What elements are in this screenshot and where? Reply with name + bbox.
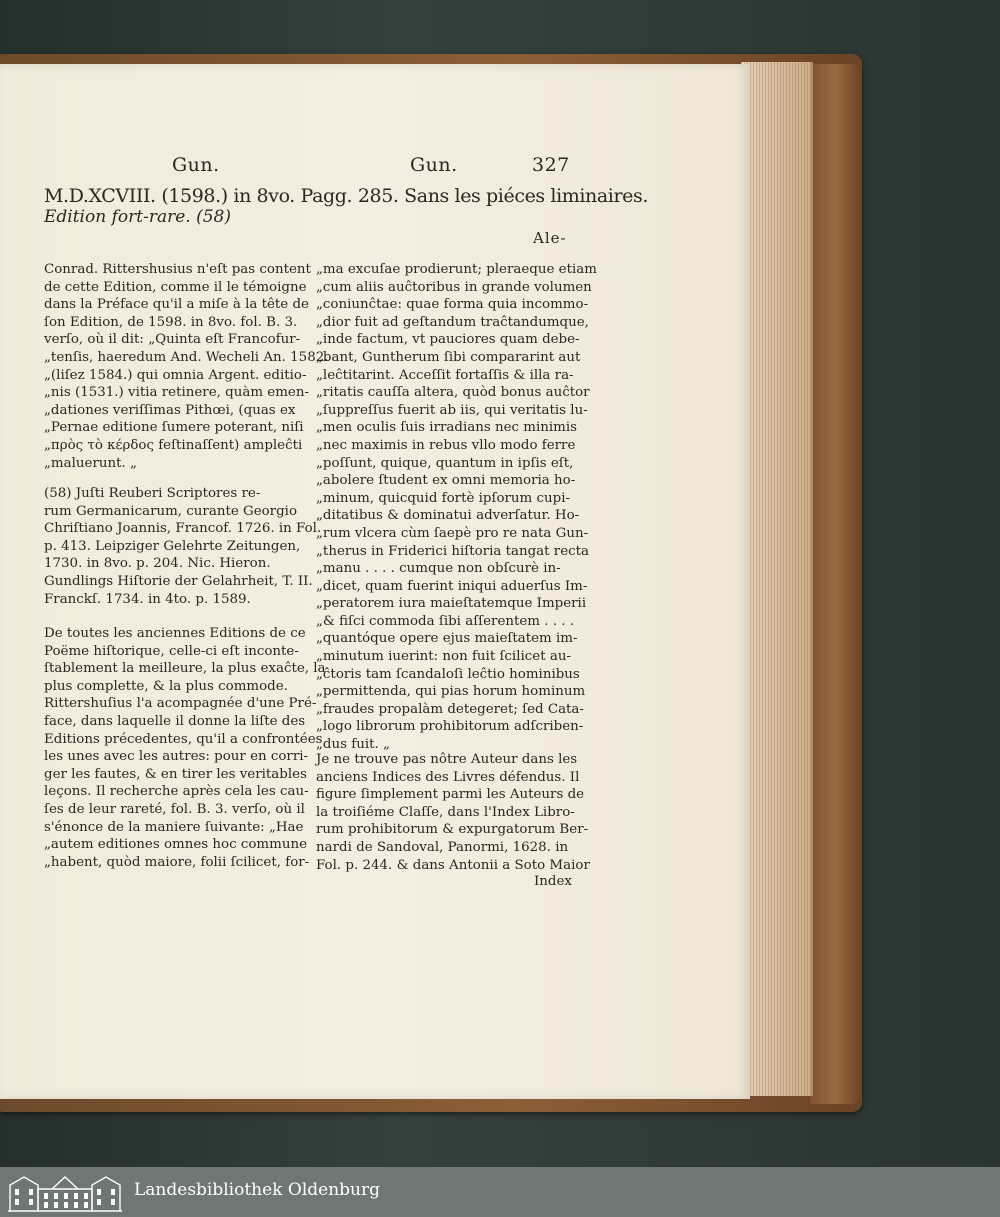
book-page	[0, 64, 750, 1099]
text-line: (58) Juſti Reuberi Scriptores re-	[44, 486, 261, 501]
text-line: „dus fuit. „	[316, 737, 390, 753]
text-line: face, dans laquelle il donne la liſte des	[44, 713, 306, 729]
text-line: „minutum iuerint: non fuit ſcilicet au-	[316, 649, 571, 665]
text-line: les unes avec les autres: pour en corri-	[44, 749, 309, 765]
text-line: Rittershuſius l'a acompagnée d'une Pré-	[44, 696, 317, 712]
text-line: leçons. Il recherche après cela les cau-	[44, 784, 309, 800]
text-line: „nec maximis in rebus vllo modo ferre	[316, 437, 576, 453]
text-line: nardi de Sandoval, Panormi, 1628. in	[316, 839, 569, 855]
text-line: 1730. in 8vo. p. 204. Nic. Hieron.	[44, 556, 271, 572]
text-line: „men oculis ſuis irradians nec minimis	[316, 420, 578, 436]
text-line: „poſſunt, quique, quantum in ipſis eſt,	[316, 455, 574, 471]
text-line: „& fiſci commoda ſibi aſſerentem . . . .	[316, 613, 575, 629]
running-head-right: Gun.	[410, 154, 458, 176]
text-line: „ditatibus & dominatui adverſatur. Ho-	[316, 508, 580, 524]
running-head-left: Gun.	[172, 154, 220, 176]
left-column-para2	[44, 486, 322, 609]
text-line: Conrad. Rittershusius n'eſt pas content	[44, 262, 311, 277]
title-line: M.D.XCVIII. (1598.) in 8vo. Pagg. 285. Sans les piéces liminaires.	[44, 185, 649, 207]
text-line: „πρὸς τὸ κέρδος feſtinaſſent) ampleĉti	[44, 437, 303, 453]
text-line: plus complette, & la plus commode.	[44, 678, 288, 694]
text-line: „peratorem iura maieſtatemque Imperii	[316, 596, 587, 612]
text-line: dans la Préface qu'il a miſe à la tête de	[44, 297, 309, 313]
right-column-para1	[316, 262, 597, 755]
text-line: „dior fuit ad geſtandum traĉtandumque,	[316, 314, 589, 330]
catchword-top: Ale-	[533, 229, 567, 247]
text-line: „ĉtoris tam ſcandaloſi leĉtio hominibus	[316, 666, 580, 682]
text-line: „inde factum, vt pauciores quam debe-	[316, 332, 580, 348]
text-line: ſtablement la meilleure, la plus exaĉte, la	[44, 661, 326, 677]
text-line: rum prohibitorum & expurgatorum Ber-	[316, 822, 589, 838]
book-spine	[810, 64, 860, 1104]
library-footer	[0, 1167, 1000, 1217]
text-line: ger les fautes, & en tirer les veritables	[44, 766, 307, 782]
text-line: „logo librorum prohibitorum adſcriben-	[316, 719, 584, 735]
text-line: „tenſis, haeredum And. Wecheli An. 1582.	[44, 349, 329, 365]
text-line: p. 413. Leipziger Gelehrte Zeitungen,	[44, 538, 301, 554]
text-line: „ritatis cauſſa altera, quòd bonus auĉtor	[316, 385, 590, 401]
text-line: Gundlings Hiſtorie der Gelahrheit, T. II.	[44, 573, 313, 589]
text-line: „Pernae editione ſumere poterant, niſi	[44, 420, 304, 436]
text-line: la troiſiéme Claſſe, dans l'Index Libro-	[316, 804, 575, 820]
text-line: „therus in Friderici hiſtoria tangat recta	[316, 543, 589, 559]
text-line: de cette Edition, comme il le témoigne	[44, 279, 307, 295]
library-name: Landesbibliothek Oldenburg	[134, 1180, 381, 1200]
text-line: anciens Indices des Livres défendus. Il	[316, 769, 580, 785]
left-column-para1	[44, 262, 329, 473]
right-column-para2	[316, 752, 590, 875]
text-line: „(liſez 1584.) qui omnia Argent. editio-	[44, 367, 307, 383]
text-line: rum Germanicarum, curante Georgio	[44, 503, 298, 519]
text-line: „minum, quicquid fortè ipſorum cupi-	[316, 490, 570, 506]
page-number: 327	[532, 154, 570, 176]
text-line: ſon Edition, de 1598. in 8vo. fol. B. 3.	[44, 314, 298, 330]
text-line: „ſuppreſſus fuerit ab iis, qui veritatis lu-	[316, 402, 588, 418]
catchword-bottom: Index	[534, 874, 572, 889]
text-line: Franckſ. 1734. in 4to. p. 1589.	[44, 591, 251, 607]
text-line: „manu . . . . cumque non obſcurè in-	[316, 561, 561, 577]
text-line: Fol. p. 244. & dans Antonii a Soto Maior	[316, 857, 590, 873]
text-line: „ma excuſae prodierunt; pleraeque etiam	[316, 262, 597, 277]
text-line: Chriſtiano Joannis, Francof. 1726. in Fol.	[44, 521, 322, 537]
text-line: ſes de leur rareté, fol. B. 3. verſo, où il	[44, 801, 305, 817]
text-line: „coniunĉtae: quae forma quia incommo-	[316, 297, 589, 313]
left-column-para3	[44, 626, 326, 872]
subtitle-line: Edition fort-rare. (58)	[44, 207, 231, 227]
text-line: Editions précedentes, qu'il a confrontées	[44, 731, 323, 747]
text-line: Poëme hiſtorique, celle-ci eſt inconte-	[44, 643, 299, 659]
library-building-logo	[8, 1171, 122, 1213]
text-line: Je ne trouve pas nôtre Auteur dans les	[316, 752, 578, 767]
text-line: „permittenda, qui pias horum hominum	[316, 684, 586, 700]
text-line: „cum aliis auĉtoribus in grande volumen	[316, 279, 592, 295]
text-line: „rum vlcera cùm ſaepè pro re nata Gun-	[316, 525, 589, 541]
page-edges	[741, 62, 813, 1096]
text-line: figure ſimplement parmi les Auteurs de	[316, 787, 585, 803]
text-line: „dationes veriſſimas Pithœi, (quas ex	[44, 402, 296, 418]
text-line: „abolere ſtudent ex omni memoria ho-	[316, 473, 576, 489]
text-line: s'énonce de la maniere ſuivante: „Hae	[44, 819, 304, 835]
text-line: „fraudes propalàm detegeret; ſed Cata-	[316, 701, 584, 717]
text-line: „autem editiones omnes hoc commune	[44, 837, 307, 853]
text-line: „bant, Guntherum ſibi compararint aut	[316, 349, 581, 365]
text-line: „habent, quòd maiore, folii ſcilicet, for-	[44, 854, 310, 870]
text-line: De toutes les anciennes Editions de ce	[44, 626, 306, 641]
text-line: verſo, où il dit: „Quinta eſt Francofur-	[44, 332, 301, 348]
text-line: „maluerunt. „	[44, 455, 137, 471]
text-line: „nis (1531.) vitia retinere, quàm emen-	[44, 385, 309, 401]
text-line: „quantóque opere ejus maieſtatem im-	[316, 631, 578, 647]
text-line: „dicet, quam fuerint iniqui aduerſus Im-	[316, 578, 588, 594]
text-line: „leĉtitarint. Acceſſit fortaſſis & illa ra-	[316, 367, 574, 383]
